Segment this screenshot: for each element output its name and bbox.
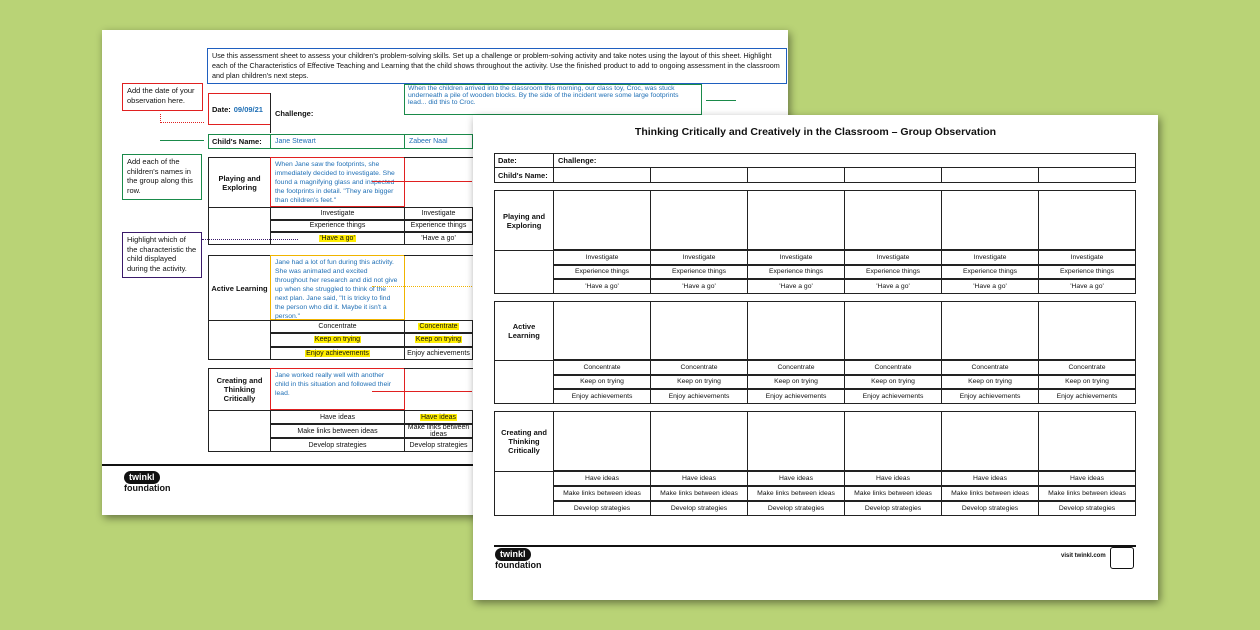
section-label: Creating and Thinking Critically bbox=[494, 411, 554, 471]
characteristic-cell[interactable]: Have ideas bbox=[844, 471, 942, 486]
arrow bbox=[706, 100, 736, 101]
characteristic-cell[interactable] bbox=[270, 207, 405, 220]
characteristic-label: Keep on trying bbox=[314, 336, 361, 344]
observation-note-field[interactable] bbox=[1038, 190, 1136, 250]
characteristic-cell[interactable]: Concentrate bbox=[941, 360, 1039, 375]
characteristic-cell[interactable]: 'Have a go' bbox=[844, 279, 942, 294]
twinkl-logo: twinkl foundation bbox=[495, 549, 542, 570]
characteristic-cell[interactable]: Enjoy achievements bbox=[747, 389, 845, 404]
characteristic-cell[interactable] bbox=[404, 232, 473, 245]
characteristic-cell[interactable]: Make links between ideas bbox=[1038, 486, 1136, 501]
characteristic-label: Investigate bbox=[421, 209, 456, 217]
characteristic-cell[interactable]: Keep on trying bbox=[844, 375, 942, 390]
characteristic-cell[interactable]: Make links between ideas bbox=[553, 486, 651, 501]
observation-note[interactable]: Jane worked really well with another child in this situation and followed their lead. bbox=[270, 368, 405, 410]
characteristic-cell[interactable]: Develop strategies bbox=[553, 501, 651, 516]
observation-note-field[interactable] bbox=[941, 301, 1039, 360]
characteristic-cell[interactable] bbox=[404, 410, 473, 424]
characteristic-label: Enjoy achievements bbox=[306, 349, 369, 357]
characteristic-cell[interactable]: Have ideas bbox=[941, 471, 1039, 486]
characteristic-cell[interactable] bbox=[404, 424, 473, 438]
characteristic-cell[interactable] bbox=[270, 347, 405, 360]
characteristic-cell[interactable] bbox=[404, 438, 473, 452]
section-label: Active Learning bbox=[494, 301, 554, 360]
observation-note-field[interactable] bbox=[1038, 411, 1136, 471]
child-name[interactable]: Jane Stewart bbox=[270, 134, 405, 149]
characteristic-cell[interactable] bbox=[404, 320, 473, 333]
characteristic-label: 'Have a go' bbox=[421, 235, 456, 243]
observation-note-field[interactable] bbox=[941, 411, 1039, 471]
characteristic-label: 'Have a go' bbox=[320, 235, 355, 243]
observation-note-field[interactable] bbox=[747, 190, 845, 250]
observation-note-field[interactable] bbox=[553, 301, 651, 360]
footer-rule bbox=[494, 545, 1136, 547]
characteristic-cell[interactable]: Develop strategies bbox=[1038, 501, 1136, 516]
assessment-sheet-blank bbox=[473, 115, 1158, 600]
characteristic-cell[interactable]: Concentrate bbox=[747, 360, 845, 375]
characteristic-cell[interactable]: Keep on trying bbox=[747, 375, 845, 390]
characteristic-cell[interactable] bbox=[270, 333, 405, 346]
observation-note[interactable]: When Jane saw the footprints, she immediately decided to investigate. She found a magnifying glass and inspected the footprints in detail. "They are bigger than children's feet." bbox=[270, 157, 405, 207]
characteristic-label: Investigate bbox=[320, 209, 355, 217]
characteristic-cell[interactable]: Experience things bbox=[747, 265, 845, 280]
characteristic-cell[interactable] bbox=[404, 347, 473, 360]
characteristic-cell[interactable] bbox=[404, 220, 473, 233]
characteristic-cell[interactable]: Experience things bbox=[650, 265, 748, 280]
date-field[interactable] bbox=[208, 93, 271, 125]
characteristic-cell[interactable]: Develop strategies bbox=[844, 501, 942, 516]
characteristic-cell[interactable] bbox=[270, 410, 405, 424]
characteristic-label: Experience things bbox=[309, 222, 366, 230]
characteristic-cell[interactable]: Investigate bbox=[844, 250, 942, 265]
challenge-text[interactable]: When the children arrived into the classroom this morning, our class toy, Croc, was stuck underneath a pile of wooden blocks. By the side of the incident were some large footprints lead... did this to Croc. bbox=[404, 84, 702, 115]
characteristic-cell[interactable]: Enjoy achievements bbox=[941, 389, 1039, 404]
characteristic-label: Have ideas bbox=[319, 413, 356, 421]
observation-note-field[interactable] bbox=[844, 411, 942, 471]
characteristic-cell[interactable]: 'Have a go' bbox=[1038, 279, 1136, 294]
child-name-field[interactable] bbox=[650, 167, 748, 183]
characteristic-label: Concentrate bbox=[318, 323, 357, 331]
characteristic-label: Make links between ideas bbox=[297, 427, 378, 435]
section-label: Creating and Thinking Critically bbox=[208, 368, 271, 410]
characteristic-cell[interactable]: Investigate bbox=[747, 250, 845, 265]
characteristic-cell[interactable]: Concentrate bbox=[1038, 360, 1136, 375]
annotation-highlight: Highlight which of the characteristic the child displayed during the activity. bbox=[122, 232, 202, 278]
characteristic-cell[interactable] bbox=[404, 333, 473, 346]
characteristic-cell[interactable]: Investigate bbox=[941, 250, 1039, 265]
observation-note-field[interactable] bbox=[650, 301, 748, 360]
characteristic-cell[interactable]: Develop strategies bbox=[941, 501, 1039, 516]
characteristic-cell[interactable] bbox=[270, 320, 405, 333]
child-name-field[interactable] bbox=[553, 167, 651, 183]
observation-note-field[interactable] bbox=[553, 411, 651, 471]
characteristic-cell[interactable]: Investigate bbox=[650, 250, 748, 265]
section-label-spacer bbox=[494, 250, 554, 294]
section-label-spacer bbox=[208, 410, 271, 452]
section-label: Active Learning bbox=[208, 255, 271, 320]
characteristic-label: Develop strategies bbox=[409, 441, 468, 449]
instructions-box: Use this assessment sheet to assess your children's problem-solving skills. Set up a challenge or problem-solving activity and take notes using the layout of this sheet. Highlight each of the Characteristics of Effective Teaching and Learning that the child shows throughout the activity. Use the finished product to add to ongoing assessment in the classroom and plan children's next steps. bbox=[207, 48, 787, 84]
challenge-field[interactable]: Challenge: bbox=[553, 153, 1136, 168]
arrow bbox=[160, 140, 204, 141]
observation-note-field[interactable] bbox=[747, 411, 845, 471]
arrow bbox=[372, 181, 472, 182]
characteristic-cell[interactable]: Experience things bbox=[941, 265, 1039, 280]
characteristic-cell[interactable]: Investigate bbox=[1038, 250, 1136, 265]
characteristic-cell[interactable]: Keep on trying bbox=[650, 375, 748, 390]
characteristic-cell[interactable]: Develop strategies bbox=[650, 501, 748, 516]
characteristic-label: Enjoy achievements bbox=[407, 349, 470, 357]
child-name-field[interactable] bbox=[1038, 167, 1136, 183]
characteristic-cell[interactable] bbox=[270, 232, 405, 245]
characteristic-cell[interactable]: Concentrate bbox=[650, 360, 748, 375]
characteristic-cell[interactable]: Make links between ideas bbox=[747, 486, 845, 501]
arrow bbox=[372, 391, 472, 392]
challenge-label: Challenge: bbox=[270, 93, 405, 133]
observation-note-field[interactable] bbox=[553, 190, 651, 250]
characteristic-cell[interactable]: Concentrate bbox=[844, 360, 942, 375]
characteristic-cell[interactable] bbox=[270, 424, 405, 438]
child-name-field[interactable] bbox=[844, 167, 942, 183]
child-name[interactable]: Zabeer Naal bbox=[404, 134, 473, 149]
characteristic-label: Have ideas bbox=[420, 413, 457, 421]
characteristic-label: Keep on trying bbox=[415, 336, 462, 344]
characteristic-cell[interactable]: Make links between ideas bbox=[650, 486, 748, 501]
characteristic-cell[interactable]: Have ideas bbox=[1038, 471, 1136, 486]
childs-name-label: Child's Name: bbox=[494, 167, 554, 183]
characteristic-cell[interactable]: Have ideas bbox=[650, 471, 748, 486]
characteristic-cell[interactable]: Enjoy achievements bbox=[1038, 389, 1136, 404]
annotation-names: Add each of the children's names in the group along this row. bbox=[122, 154, 202, 200]
observation-note-field[interactable] bbox=[747, 301, 845, 360]
characteristic-cell[interactable]: Experience things bbox=[1038, 265, 1136, 280]
characteristic-cell[interactable] bbox=[404, 207, 473, 220]
characteristic-cell[interactable]: Have ideas bbox=[553, 471, 651, 486]
characteristic-cell[interactable]: 'Have a go' bbox=[941, 279, 1039, 294]
characteristic-cell[interactable]: Keep on trying bbox=[941, 375, 1039, 390]
characteristic-cell[interactable]: Enjoy achievements bbox=[553, 389, 651, 404]
observation-note-field[interactable] bbox=[844, 301, 942, 360]
characteristic-label: Develop strategies bbox=[308, 441, 367, 449]
visit-twinkl-link[interactable]: visit twinkl.com bbox=[1061, 553, 1106, 559]
observation-note-field[interactable] bbox=[941, 190, 1039, 250]
characteristic-cell[interactable]: Have ideas bbox=[747, 471, 845, 486]
characteristic-cell[interactable]: 'Have a go' bbox=[553, 279, 651, 294]
characteristic-cell[interactable]: Enjoy achievements bbox=[844, 389, 942, 404]
observation-note[interactable]: Jane had a lot of fun during this activity. She was animated and excited throughout her research and did not give up when she struggled to think of the next plan. Jane said, "It is tricky to find the person who did it. Maybe it isn't a person." bbox=[270, 255, 405, 320]
characteristic-cell[interactable]: Investigate bbox=[553, 250, 651, 265]
quality-badge-icon bbox=[1110, 547, 1134, 569]
characteristic-cell[interactable] bbox=[270, 438, 405, 452]
characteristic-cell[interactable]: Keep on trying bbox=[553, 375, 651, 390]
characteristic-label: Make links between ideas bbox=[407, 424, 470, 438]
characteristic-cell[interactable]: Experience things bbox=[844, 265, 942, 280]
date-value: 09/09/21 bbox=[233, 104, 263, 114]
dotted-arrow bbox=[372, 286, 472, 287]
section-label: Playing and Exploring bbox=[208, 157, 271, 207]
section-label-spacer bbox=[208, 207, 271, 245]
observation-note-field[interactable] bbox=[844, 190, 942, 250]
characteristic-label: Concentrate bbox=[419, 323, 458, 331]
date-label: Date: bbox=[212, 104, 231, 114]
observation-note-field[interactable] bbox=[1038, 301, 1136, 360]
observation-note-field[interactable] bbox=[650, 190, 748, 250]
section-label-spacer bbox=[494, 360, 554, 404]
sheet-title: Thinking Critically and Creatively in the Classroom – Group Observation bbox=[634, 126, 997, 138]
characteristic-cell[interactable]: Concentrate bbox=[553, 360, 651, 375]
date-label: Date: bbox=[494, 153, 554, 168]
characteristic-cell[interactable]: Make links between ideas bbox=[844, 486, 942, 501]
section-label-spacer bbox=[494, 471, 554, 516]
observation-note-field[interactable] bbox=[650, 411, 748, 471]
characteristic-cell[interactable]: 'Have a go' bbox=[747, 279, 845, 294]
dotted-arrow bbox=[160, 122, 204, 123]
section-label-spacer bbox=[208, 320, 271, 360]
characteristic-label: Experience things bbox=[410, 222, 467, 230]
characteristic-cell[interactable]: Develop strategies bbox=[747, 501, 845, 516]
section-label: Playing and Exploring bbox=[494, 190, 554, 250]
characteristic-cell[interactable]: Keep on trying bbox=[1038, 375, 1136, 390]
characteristic-cell[interactable]: Experience things bbox=[553, 265, 651, 280]
characteristic-cell[interactable]: Enjoy achievements bbox=[650, 389, 748, 404]
annotation-date: Add the date of your observation here. bbox=[122, 83, 203, 111]
characteristic-cell[interactable]: Make links between ideas bbox=[941, 486, 1039, 501]
characteristic-cell[interactable]: 'Have a go' bbox=[650, 279, 748, 294]
child-name-field[interactable] bbox=[941, 167, 1039, 183]
child-name-field[interactable] bbox=[747, 167, 845, 183]
characteristic-cell[interactable] bbox=[270, 220, 405, 233]
childs-name-label: Child's Name: bbox=[208, 134, 271, 149]
twinkl-logo: twinkl foundation bbox=[124, 472, 171, 493]
